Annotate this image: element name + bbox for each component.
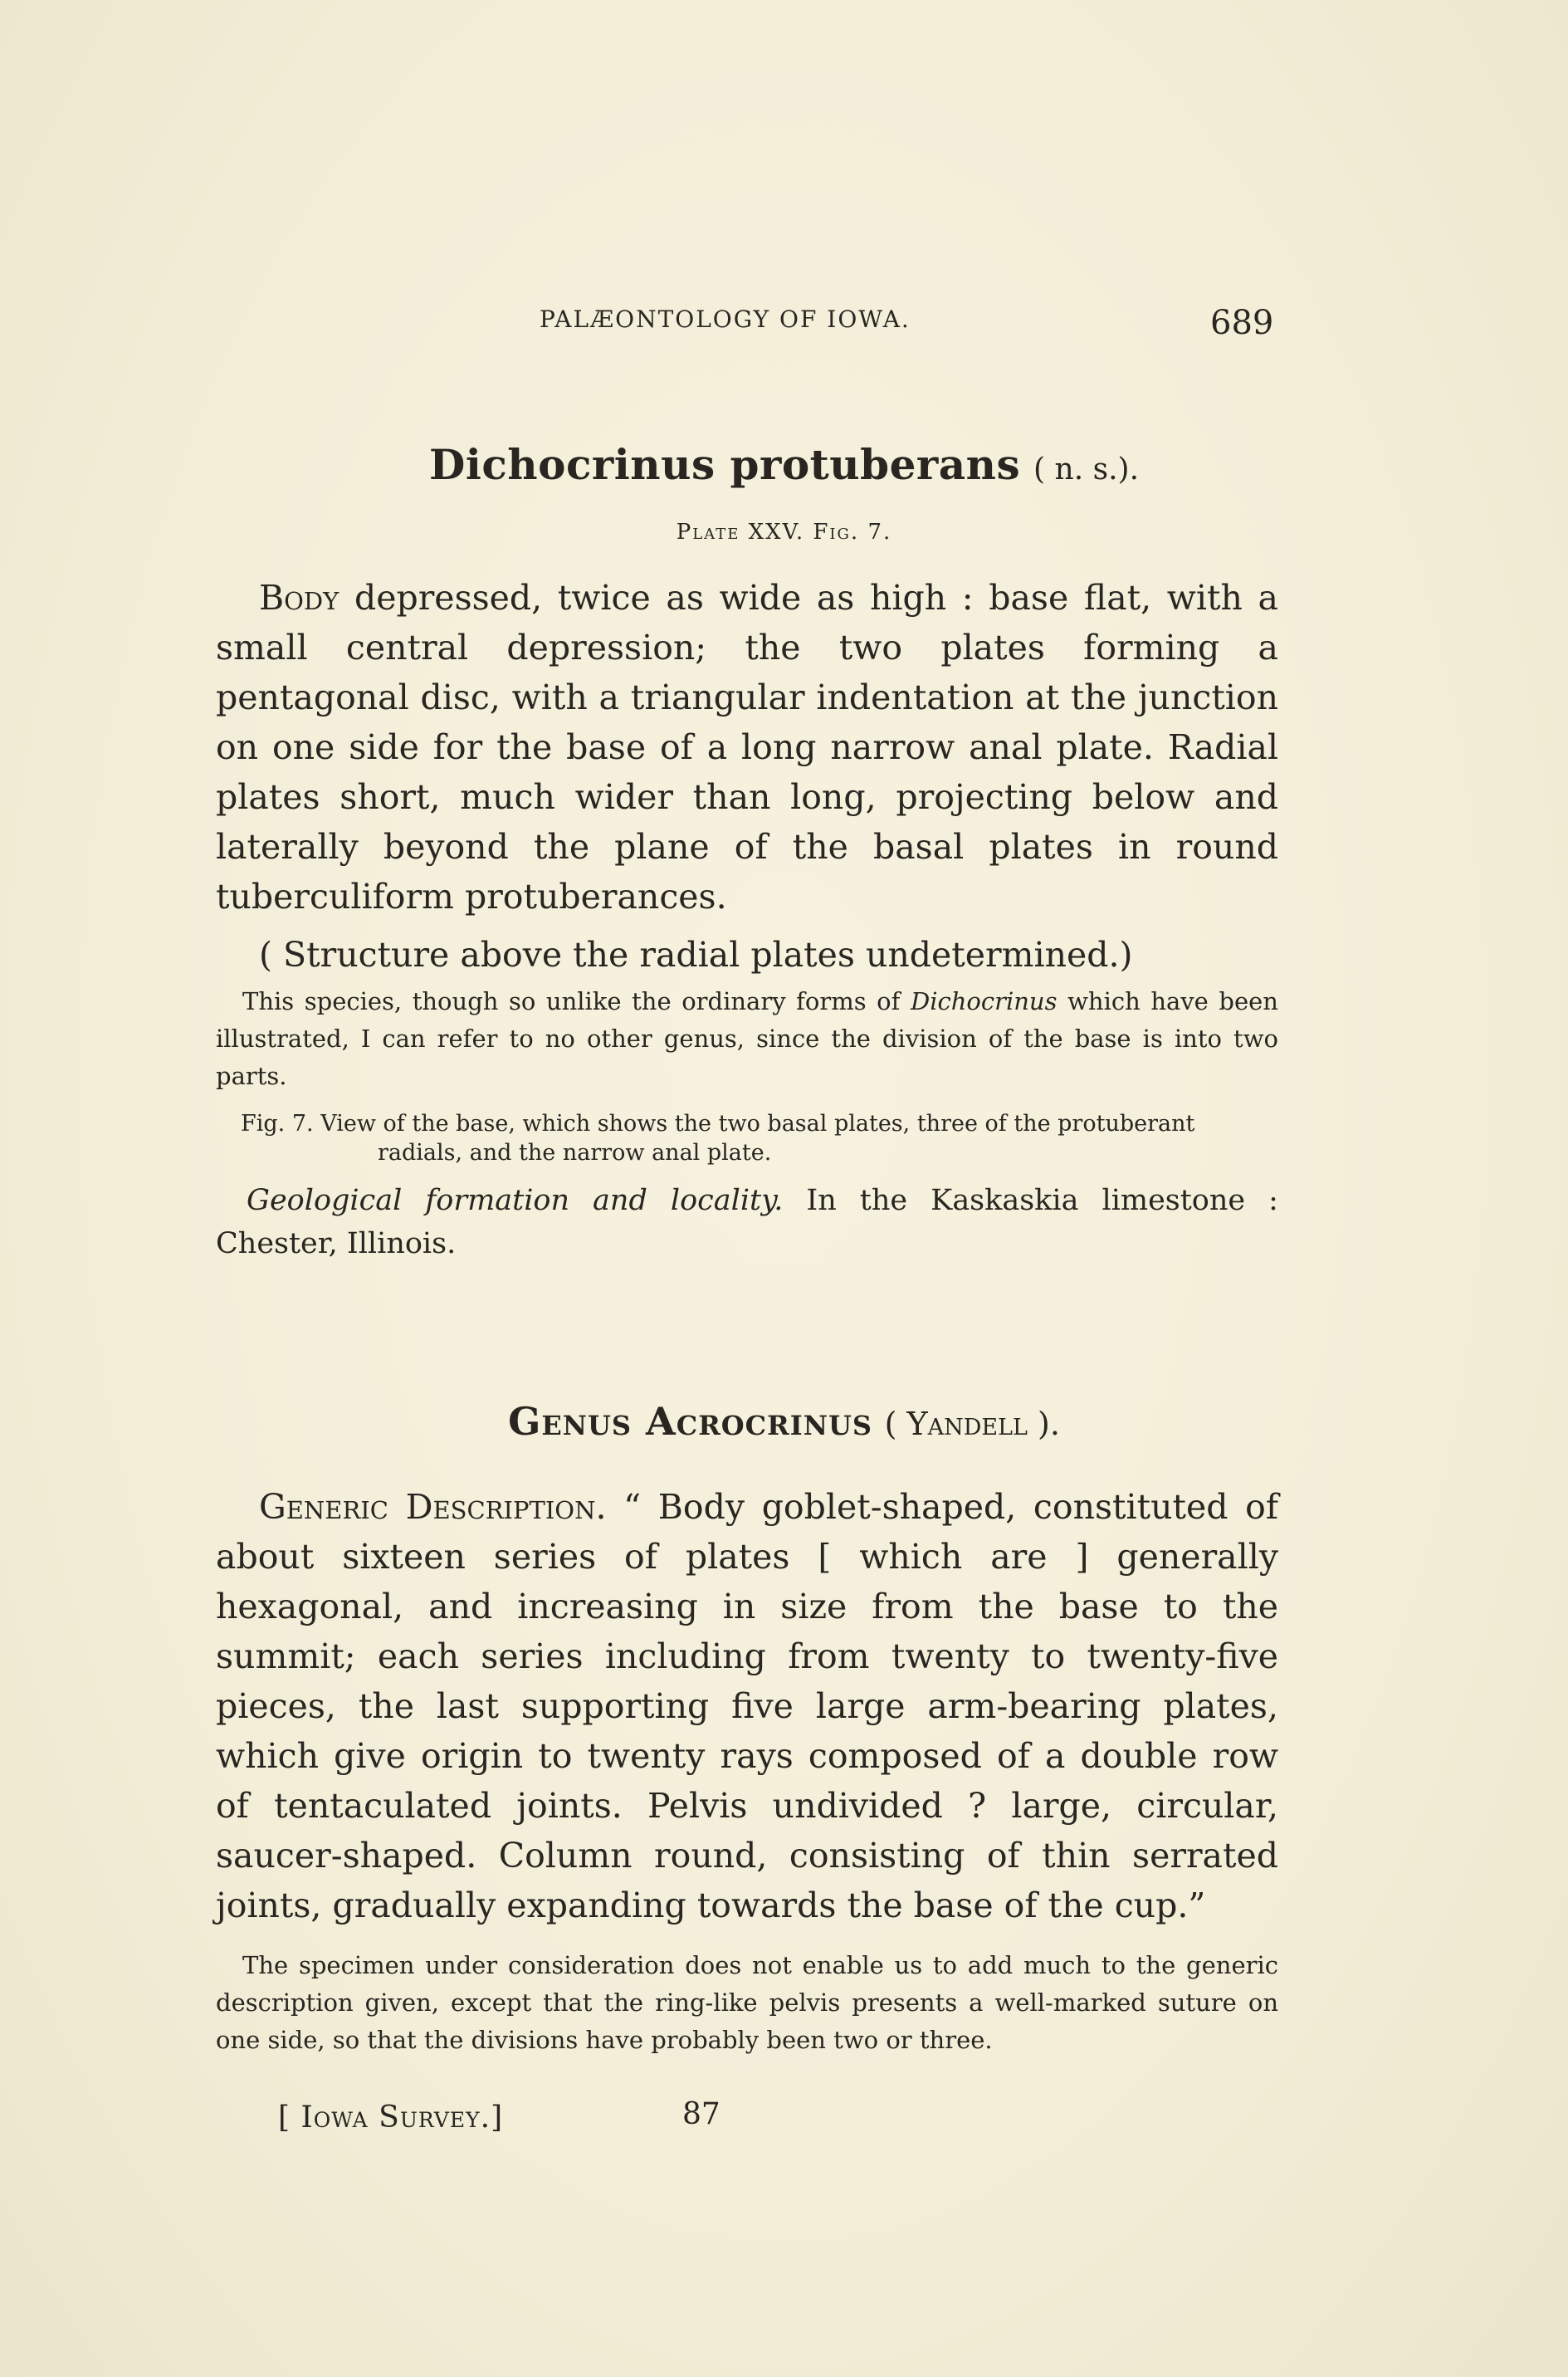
genus-title: [0, 1399, 1568, 1444]
footer-survey: [ Iowa Survey.]: [278, 2101, 504, 2135]
structure-note: ( Structure above the radial plates undetermined.): [259, 935, 1133, 975]
figure-caption-line2: radials, and the narrow anal plate.: [378, 1140, 772, 1166]
species-title: [0, 440, 1568, 489]
species-name: Dichocrinus protuberans: [428, 440, 1021, 489]
figure-caption: [241, 1109, 1278, 1167]
locality-text: In the Kaskaskia limestone : Chester, Illinois.: [216, 1184, 1278, 1260]
genus-name: Genus Acrocrinus: [508, 1399, 872, 1444]
plate-reference: Plate XXV. Fig. 7.: [676, 520, 892, 545]
page-number: 689: [1210, 304, 1274, 342]
genus-remarks: The specimen under consideration does not enable us to add much to the generic description given, except that the ring-like pelvis presents a well-marked suture on one side, so that the divisions have probably been two or three.: [216, 1951, 1278, 2054]
generic-description-text: “ Body goblet-shaped, constituted of about sixteen series of plates [ which are ] generally hexagonal, and increasing in size from the base to the summit; each series including from twenty to twenty-five pieces, the last supporting five large arm-bearing plates, which give origin to twenty rays composed of a double row of tentaculated joints. Pelvis undivided ? large, circular, saucer-shaped. Column round, consisting of thin serrated joints, gradually expanding towards the base of the cup.”: [216, 1487, 1278, 1925]
running-head: PALÆONTOLOGY OF IOWA.: [540, 306, 911, 333]
species-remarks: [216, 983, 1278, 1095]
description-text: depressed, twice as wide as high : base flat, with a small central depression; the two plates forming a pentagonal disc, with a triangular indentation at the junction on one side for the base of a long narrow anal plate. Radial plates short, much wider than long, projecting below and laterally beyond the plane of the basal plates in round tuberculiform protuberances.: [216, 578, 1278, 917]
description-lead: Body: [259, 578, 339, 618]
figure-caption-line1: View of the base, which shows the two basal plates, three of the protuberant: [320, 1111, 1195, 1137]
locality-label: Geological formation and locality.: [247, 1184, 784, 1217]
generic-description-label: Generic Description.: [259, 1487, 607, 1527]
footer-signature: 87: [682, 2097, 720, 2131]
species-name-suffix: ( n. s.).: [1033, 452, 1140, 487]
locality: [216, 1179, 1278, 1265]
genus-author: ( Yandell ).: [884, 1406, 1060, 1442]
remarks-genus-name: Dichocrinus: [910, 987, 1058, 1015]
figure-label: Fig. 7.: [241, 1111, 314, 1137]
generic-description: [216, 1482, 1278, 1930]
species-description: [216, 573, 1278, 922]
remarks-text-before: This species, though so unlike the ordinary forms of: [242, 987, 901, 1015]
remarks-text-after: which have been illustrated, I can refer to no other genus, since the division of the base is into two parts.: [216, 987, 1278, 1090]
